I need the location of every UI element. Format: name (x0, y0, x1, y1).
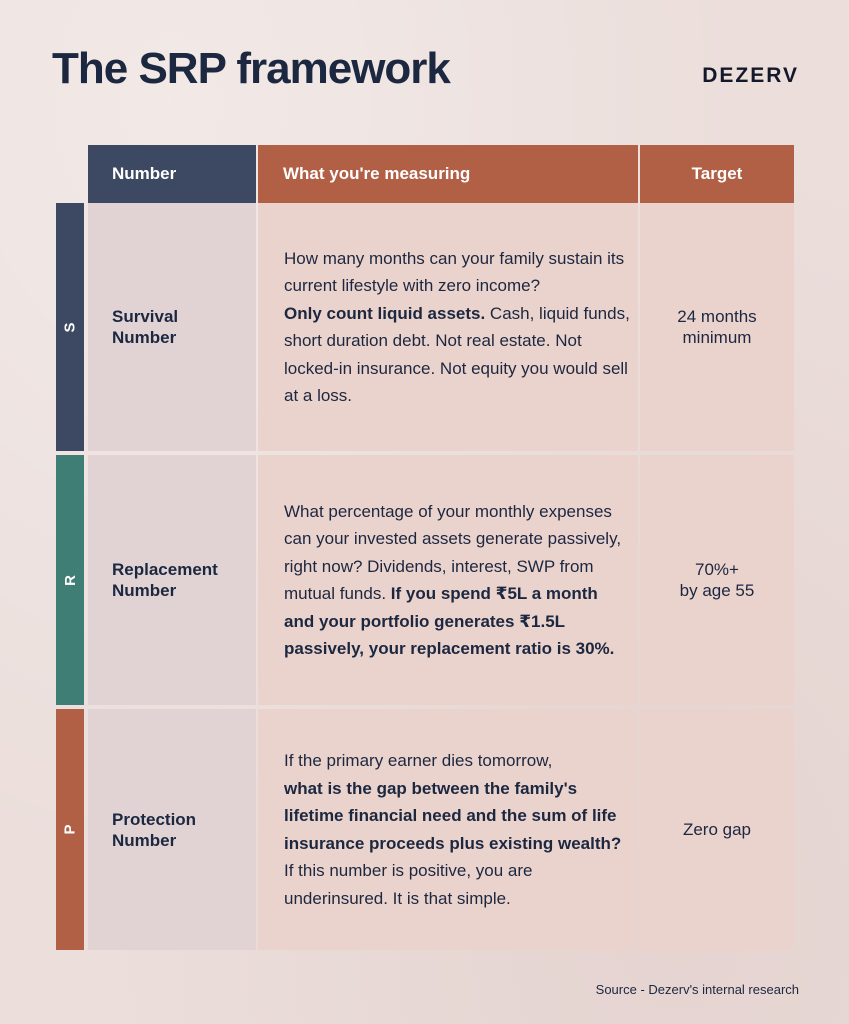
measuring-text: What percentage of your monthly expenses can your invested assets generate passively, right now? Dividends, interest, SWP from mutual funds. (284, 501, 622, 603)
number-name-line1: Protection (112, 809, 197, 829)
row-letter-s: S (61, 321, 79, 333)
target-line2: minimum (682, 328, 752, 347)
number-cell-protection (88, 709, 256, 950)
number-name-line2: Number (112, 830, 177, 850)
target-cell-survival (640, 203, 794, 451)
target-cell-replacement (640, 455, 794, 705)
measuring-text: If the primary earner dies tomorrow, (284, 751, 553, 770)
page-title: The SRP framework (52, 44, 450, 93)
row-letter-tab-r (56, 455, 84, 705)
measuring-text-bold: If you spend ₹5L a month and your portfolio generates ₹1.5L passively, your replacement ratio is 30%. (284, 584, 615, 658)
measuring-cell-survival (258, 203, 638, 451)
number-name-line1: Survival (112, 307, 179, 326)
source-note: Source - Dezerv's internal research (595, 982, 799, 997)
row-letter-r: R (61, 574, 79, 586)
number-name-line1: Replacement (112, 560, 218, 579)
measuring-text: How many months can your family sustain its current lifestyle with zero income? (284, 248, 625, 295)
target-line1: 70%+ (695, 560, 739, 579)
table-row-survival (0, 203, 849, 453)
target-line2: by age 55 (679, 581, 755, 600)
measuring-text: If this number is positive, you are underinsured. It is that simple. (284, 861, 533, 908)
table-row-replacement (0, 455, 849, 707)
measuring-text-bold: Only count liquid assets. (284, 303, 486, 323)
number-cell-survival (88, 203, 256, 451)
measuring-text-bold: what is the gap between the family's lifetime financial need and the sum of life insurance proceeds plus existing wealth? (284, 778, 622, 853)
measuring-cell-protection (258, 709, 638, 950)
column-header-number-label: Number (112, 164, 177, 183)
column-header-number (88, 145, 256, 203)
brand-logo: DEZERV (702, 64, 799, 87)
column-header-target (640, 145, 794, 203)
row-letter-tab-s (56, 203, 84, 451)
measuring-text: Cash, liquid funds, short duration debt. Not real estate. Not locked-in insurance. Not equity you would sell at a loss. (284, 303, 630, 405)
target-cell-protection (640, 709, 794, 950)
row-letter-tab-p (56, 709, 84, 950)
measuring-cell-replacement (258, 455, 638, 705)
row-letter-p: P (61, 824, 79, 835)
column-header-measuring-label: What you're measuring (283, 164, 471, 183)
column-header-target-label: Target (691, 164, 743, 183)
number-cell-replacement (88, 455, 256, 705)
target-line1: Zero gap (682, 820, 752, 839)
column-header-measuring (258, 145, 638, 203)
number-name-line2: Number (112, 328, 177, 347)
number-name-line2: Number (112, 581, 177, 600)
target-line1: 24 months (677, 307, 757, 326)
table-row-protection (0, 709, 849, 951)
